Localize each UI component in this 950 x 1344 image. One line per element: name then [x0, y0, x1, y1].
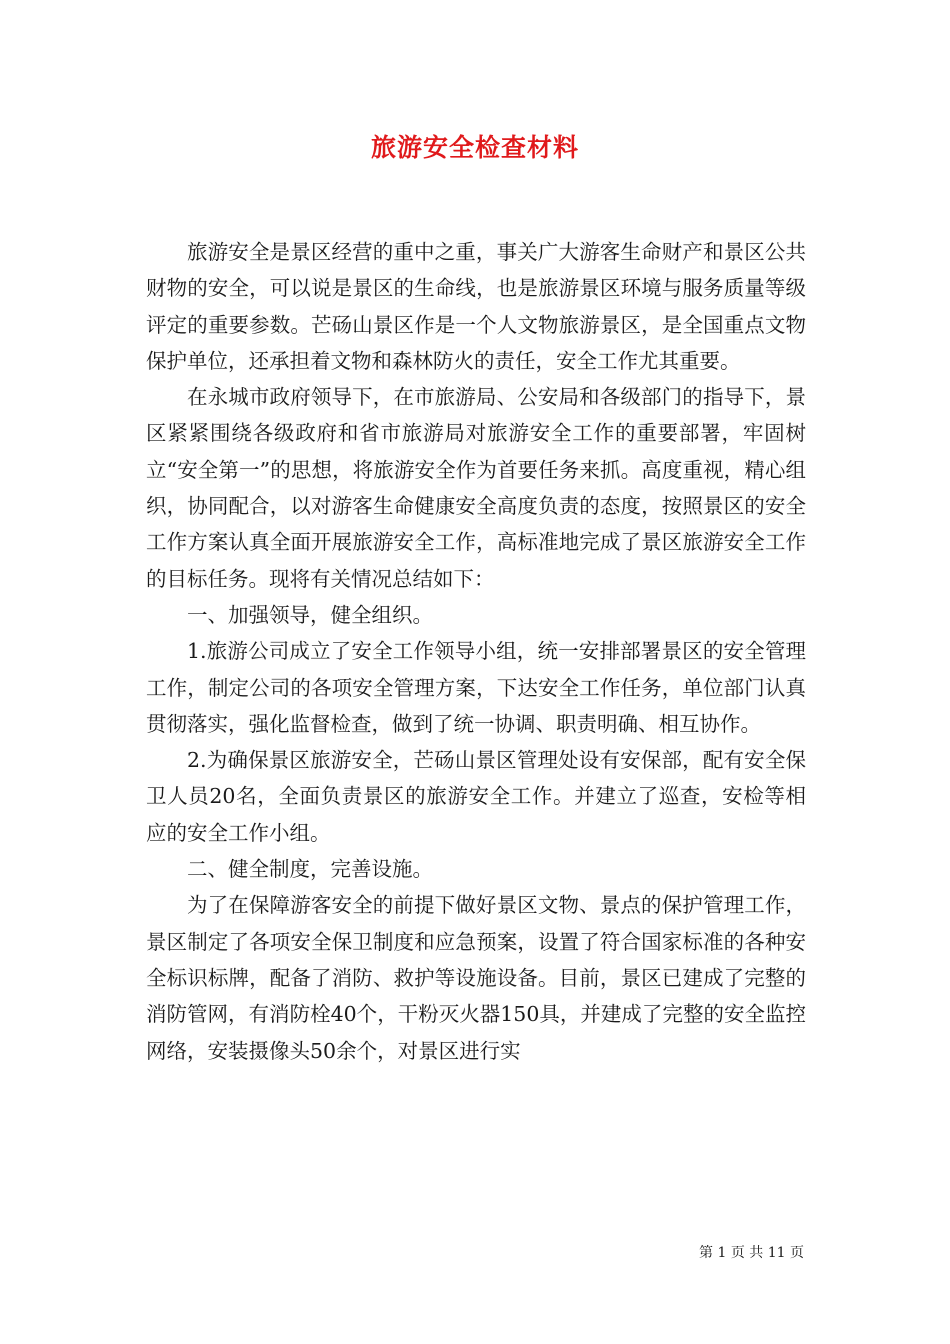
document-title: 旅游安全检查材料	[370, 133, 579, 162]
document-body	[146, 234, 806, 1069]
paragraph-item-2: 2.为确保景区旅游安全，芒砀山景区管理处设有安保部，配有安全保卫人员20名，全面负责景区的旅游安全工作。并建立了巡查，安检等相应的安全工作小组。	[146, 748, 806, 845]
paragraph-intro: 旅游安全是景区经营的重中之重，事关广大游客生命财产和景区公共财物的安全，可以说是景区的生命线，也是旅游景区环境与服务质量等级评定的重要参数。芒砀山景区作是一个人文物旅游景区，是全国重点文物保护单位，还承担着文物和森林防火的责任，安全工作尤其重要。	[146, 240, 806, 373]
section-heading-1: 一、加强领导，健全组织。	[187, 602, 433, 627]
paragraph-overview: 在永城市政府领导下，在市旅游局、公安局和各级部门的指导下，景区紧紧围绕各级政府和省市旅游局对旅游安全工作的重要部署，牢固树立“安全第一”的思想，将旅游安全作为首要任务来抓。高度重视，精心组织，协同配合，以对游客生命健康安全高度负责的态度，按照景区的安全工作方案认真全面开展旅游安全工作，高标准地完成了景区旅游安全工作的目标任务。现将有关情况总结如下：	[146, 385, 806, 591]
paragraph-facilities: 为了在保障游客安全的前提下做好景区文物、景点的保护管理工作，景区制定了各项安全保卫制度和应急预案，设置了符合国家标准的各种安全标识标牌，配备了消防、救护等设施设备。目前，景区已建成了完整的消防管网，有消防栓40个，干粉灭火器150具，并建成了完整的安全监控网络，安装摄像头50余个，对景区进行实	[146, 893, 806, 1063]
section-heading-2: 二、健全制度，完善设施。	[187, 857, 433, 882]
page-footer	[699, 1243, 804, 1263]
paragraph-item-1: 1.旅游公司成立了安全工作领导小组，统一安排部署景区的安全管理工作，制定公司的各项安全管理方案，下达安全工作任务，单位部门认真贯彻落实，强化监督检查，做到了统一协调、职责明确、相互协作。	[146, 639, 806, 736]
page-number: 第 1 页 共 11 页	[699, 1245, 804, 1261]
